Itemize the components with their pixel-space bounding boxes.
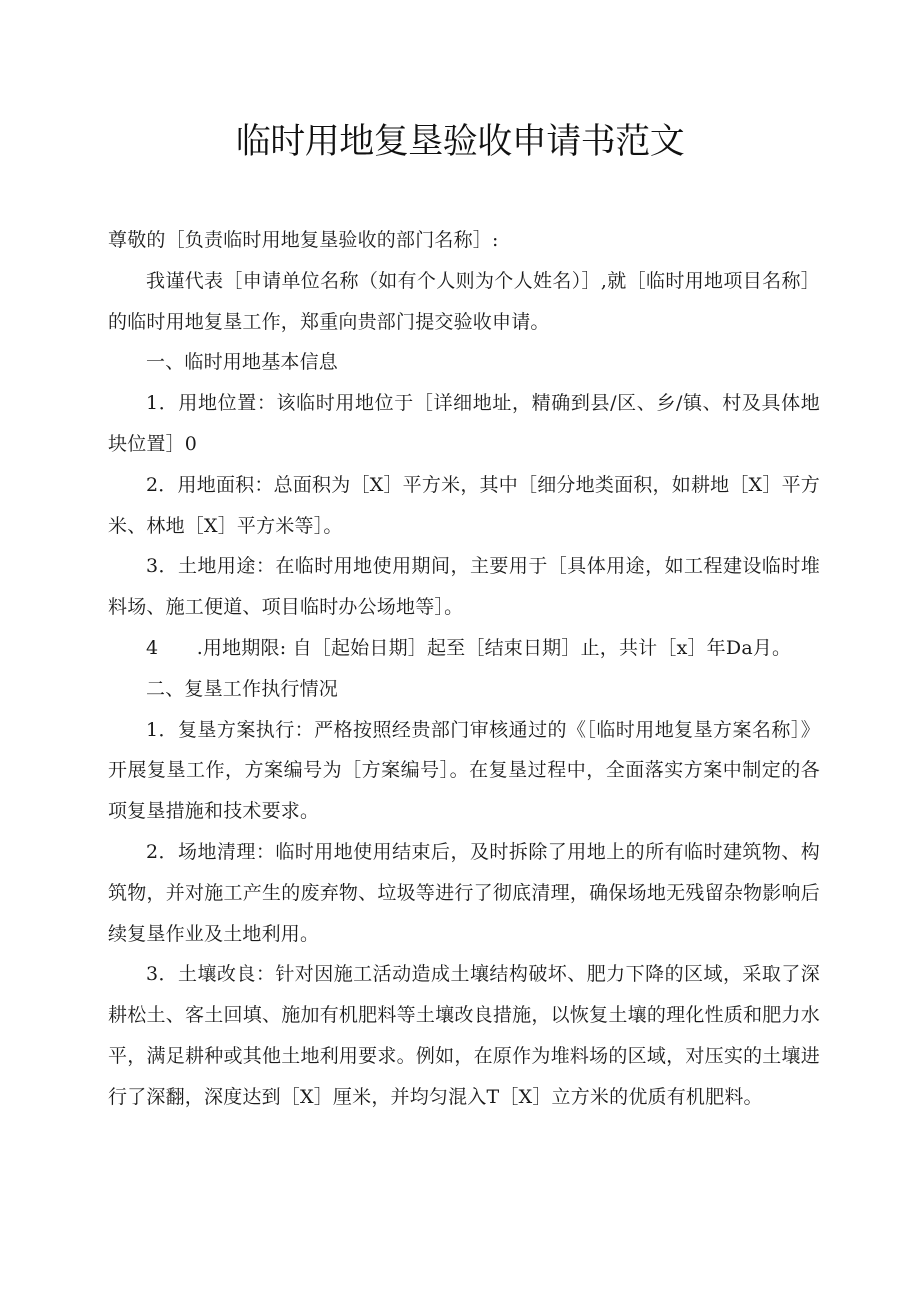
item-plan-execution: 1．复垦方案执行：严格按照经贵部门审核通过的《［临时用地复垦方案名称］》开展复垦工作，方案编号为［方案编号］。在复垦过程中，全面落实方案中制定的各项复垦措施和技术要求。: [108, 718, 820, 823]
item-land-use: 3．土地用途：在临时用地使用期间，主要用于［具体用途，如工程建设临时堆料场、施工便道、项目临时办公场地等］。: [108, 555, 820, 619]
intro-paragraph: 我谨代表［申请单位名称（如有个人则为个人姓名）］,就［临时用地项目名称］的临时用地复垦工作，郑重向贵部门提交验收申请。: [108, 269, 820, 333]
item-site-cleanup: 2．场地清理：临时用地使用结束后，及时拆除了用地上的所有临时建筑物、构筑物，并对施工产生的废弃物、垃圾等进行了彻底清理，确保场地无残留杂物影响后续复垦作业及土地利用。: [108, 840, 820, 945]
salutation: 尊敬的［负责临时用地复垦验收的部门名称］:: [108, 229, 499, 251]
item-land-period: 4 .用地期限: 自［起始日期］起至［结束日期］止，共计［x］年Da月。: [146, 636, 792, 659]
item-soil-improvement: 3．土壤改良：针对因施工活动造成土壤结构破坏、肥力下降的区域，采取了深耕松土、客土回填、施加有机肥料等土壤改良措施，以恢复土壤的理化性质和肥力水平，满足耕种或其他土地利用要求。例如，在原作为堆料场的区域，对压实的土壤进行了深翻，深度达到［X］厘米，并均匀混入T［X］立方米的优质有机肥料。: [108, 963, 820, 1108]
section-heading-basic-info: 一、临时用地基本信息: [146, 351, 339, 374]
document-title: 临时用地复垦验收申请书范文: [235, 122, 685, 162]
document-body: [108, 220, 820, 1118]
item-land-area: 2．用地面积：总面积为［X］平方米，其中［细分地类面积，如耕地［X］平方米、林地［X］平方米等］。: [108, 473, 820, 537]
item-land-location: 1．用地位置：该临时用地位于［详细地址，精确到县/区、乡/镇、村及具体地块位置］0: [108, 392, 820, 455]
section-heading-execution: 二、复垦工作执行情况: [146, 677, 339, 700]
